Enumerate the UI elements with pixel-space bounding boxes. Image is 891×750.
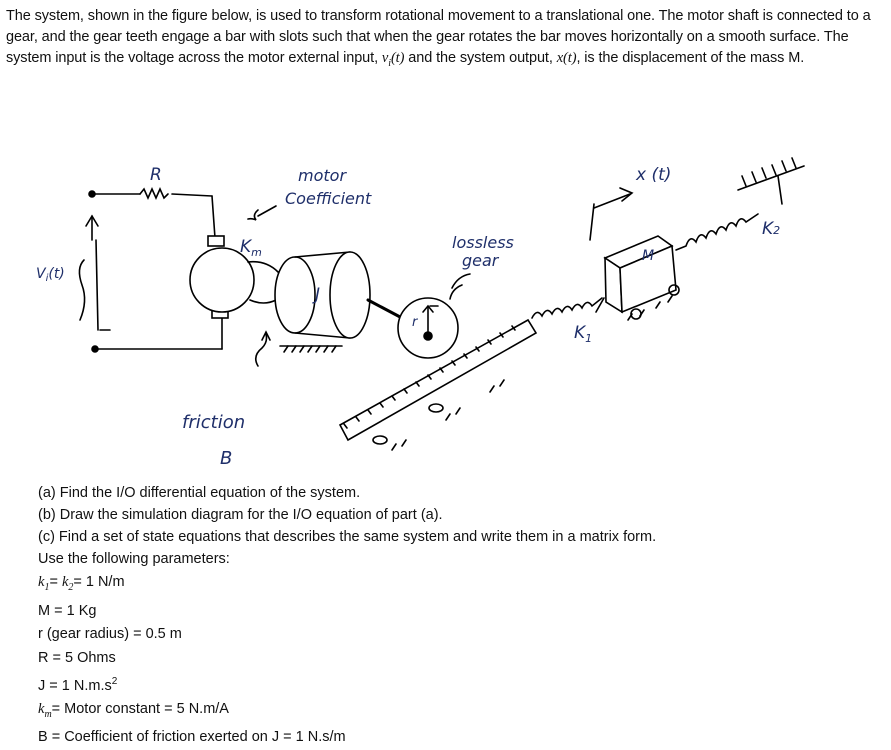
part-b: (b) Draw the simulation diagram for the I/O equation of part (a). <box>38 507 443 523</box>
spring-k1 <box>532 298 602 318</box>
input-symbol: $v_i(t)$ <box>381 50 405 69</box>
param-springs: $k_1= k_2= 1$ N/m <box>38 574 125 594</box>
label-coefficient: Coefficient <box>285 189 372 208</box>
intro-text-2: and the system output, <box>404 50 557 66</box>
problem-statement <box>6 6 884 74</box>
wall <box>738 158 804 204</box>
params-heading: Use the following parameters: <box>38 551 230 567</box>
question-parts <box>38 482 443 526</box>
motor <box>190 206 278 366</box>
label-lossless: lossless <box>452 233 514 252</box>
output-symbol: x(t) <box>556 50 577 66</box>
label-km: $K_m$ <box>240 237 262 259</box>
inertia-cylinder <box>275 252 402 352</box>
label-J: J <box>315 285 321 305</box>
label-k2: K2 <box>762 219 781 239</box>
param-mass: M = 1 Kg <box>38 602 97 619</box>
param-friction: B = Coefficient of friction exerted on J = 1 N.s/m <box>38 729 346 746</box>
label-vi: $V_i(t)$ <box>36 266 65 284</box>
part-c: (c) Find a set of state equations that describes the same system and write them in a matrix form. <box>38 529 657 545</box>
param-radius: r (gear radius) = 0.5 m <box>38 626 182 643</box>
label-gear: gear <box>462 251 499 270</box>
part-a: (a) Find the I/O differential equation of the system. <box>38 485 361 501</box>
spring-k2 <box>676 214 758 250</box>
param-resistance: R = 5 Ohms <box>38 649 116 666</box>
label-xt: x (t) <box>636 165 672 185</box>
intro-text-3: , is the displacement of the mass M. <box>576 50 805 66</box>
question-part-c-wrap <box>38 526 656 548</box>
voltage-brace <box>79 260 84 320</box>
intro-text-1: The system, shown in the figure below, is used to transform rotational movement to a translational one. The motor shaft is connected to a gear, and the gear teeth engage a bar with slots such that when the gear rotates the bar moves horizontally on a smooth surface. The system input is the voltage across the motor external input, <box>6 8 871 66</box>
param-inertia: J = 1 $N.m.s^2$ <box>38 675 118 694</box>
label-friction: friction <box>182 412 246 433</box>
parameters <box>38 548 346 750</box>
label-motor: motor <box>298 166 347 185</box>
label-r: r <box>412 315 418 330</box>
system-figure <box>0 135 891 480</box>
label-k1: $K_1$ <box>574 323 593 345</box>
param-motor-constant: $k_m=$ Motor constant = 5 N.m/A <box>38 701 229 721</box>
label-M: M <box>642 248 655 264</box>
label-B: B <box>220 448 233 469</box>
label-R: R <box>150 165 162 185</box>
